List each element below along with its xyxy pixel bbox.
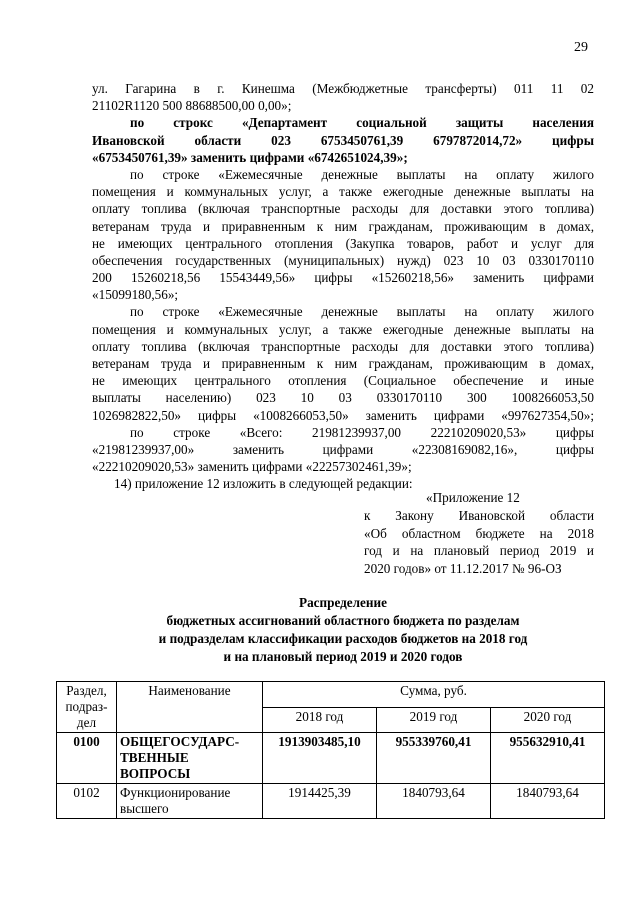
- row-name: ОБЩЕГОСУДАРС-ТВЕННЫЕ ВОПРОСЫ: [117, 733, 263, 784]
- budget-table: [56, 681, 605, 819]
- appendix-line: год и на плановый период 2019 и: [364, 543, 594, 559]
- row-code: 0100: [57, 733, 117, 784]
- row-value-2018: 1914425,39: [263, 784, 377, 819]
- header-year-2019: 2019 год: [377, 707, 491, 733]
- text-line: не имеющих центрального отопления (Закупка товаров, работ и услуг для: [92, 235, 594, 251]
- table-row: [57, 733, 605, 784]
- text-line: обеспечения государственных (муниципальных) нужд) 023 10 03 0330170110: [92, 252, 594, 268]
- row-code: 0102: [57, 784, 117, 819]
- text-line: по строке «Всего: 21981239937,00 22210209020,53» цифры: [130, 424, 594, 440]
- text-line: [92, 114, 594, 131]
- text-line: 21102R1120 500 88688500,00 0,00»;: [92, 98, 292, 114]
- text-line: выплаты населению) 023 10 03 0330170110 300 1008266053,50: [92, 390, 594, 406]
- text-line: по строке «Ежемесячные денежные выплаты на оплату жилого: [130, 304, 594, 320]
- header-year-2020: 2020 год: [491, 707, 605, 733]
- appendix-note: [364, 489, 594, 578]
- text-line: «21981239937,00» заменить цифрами «22308169082,16», цифры: [92, 441, 594, 457]
- text-line: не имеющих центрального отопления (Социальное обеспечение и иные: [92, 373, 594, 389]
- text-line: «15099180,56»;: [92, 287, 179, 303]
- row-value-2018: 1913903485,10: [263, 733, 377, 784]
- text-line: 1026982822,50» цифры «1008266053,50» заменить цифрами «997627354,50»;: [92, 407, 594, 423]
- title-line: бюджетных ассигнований областного бюджета по разделам: [166, 613, 520, 628]
- text-line: «6753450761,39» заменить цифрами «6742651024,39»;: [92, 149, 408, 165]
- appendix-line: «Об областном бюджете на 2018: [364, 525, 594, 541]
- text-line: ветеранам труда и приравненным к ним гражданам, проживающим в домах,: [92, 218, 594, 234]
- page-number: 29: [574, 40, 588, 55]
- row-value-2019: 1840793,64: [377, 784, 491, 819]
- text-line: 200 15260218,56 15543449,56» цифры «15260218,56» заменить цифрами: [92, 270, 594, 286]
- row-value-2020: 955632910,41: [491, 733, 605, 784]
- title-line: Распределение: [299, 595, 387, 610]
- table-row: [57, 784, 605, 819]
- text-line: оплату топлива (включая транспортные расходы для доставки этого топлива): [92, 201, 594, 217]
- text-line: 14) приложение 12 изложить в следующей редакции:: [114, 476, 413, 492]
- appendix-line: к Закону Ивановской области: [364, 507, 594, 523]
- text-line: ул. Гагарина в г. Кинешма (Межбюджетные трансферты) 011 11 02: [92, 81, 594, 96]
- text-line: Ивановской области 023 6753450761,39 6797872014,72» цифры: [92, 132, 594, 148]
- title-line: и подразделам классификации расходов бюджетов на 2018 год: [158, 631, 528, 646]
- row-value-2020: 1840793,64: [491, 784, 605, 819]
- text-line: по строке «Ежемесячные денежные выплаты на оплату жилого: [130, 166, 594, 182]
- row-name: Функционирование высшего: [117, 784, 263, 819]
- text-line-bold: по строкс «Департамент социальной защиты населения: [130, 115, 594, 131]
- header-section: Раздел, подраз-дел: [57, 682, 117, 733]
- table-header-row: [57, 682, 605, 708]
- text-line: ветеранам труда и приравненным к ним гражданам, проживающим в домах,: [92, 356, 594, 371]
- text-line: помещения и коммунальных услуг, а также ежегодные денежные выплаты на: [92, 321, 594, 337]
- text-line: помещения и коммунальных услуг, а также ежегодные денежные выплаты на: [92, 184, 594, 200]
- title-line: и на плановый период 2019 и 2020 годов: [223, 649, 463, 664]
- text-line: «22210209020,53» заменить цифрами «22257302461,39»;: [92, 459, 412, 475]
- body-text: [92, 80, 594, 493]
- row-value-2019: 955339760,41: [377, 733, 491, 784]
- text-line: оплату топлива (включая транспортные расходы для доставки этого топлива): [92, 338, 594, 354]
- header-year-2018: 2018 год: [263, 707, 377, 733]
- header-sum: Сумма, руб.: [263, 682, 605, 708]
- header-name: Наименование: [117, 682, 263, 733]
- document-title: [60, 594, 626, 666]
- appendix-line: 2020 годов» от 11.12.2017 № 96-ОЗ: [364, 561, 562, 577]
- appendix-line: «Приложение 12: [426, 490, 520, 505]
